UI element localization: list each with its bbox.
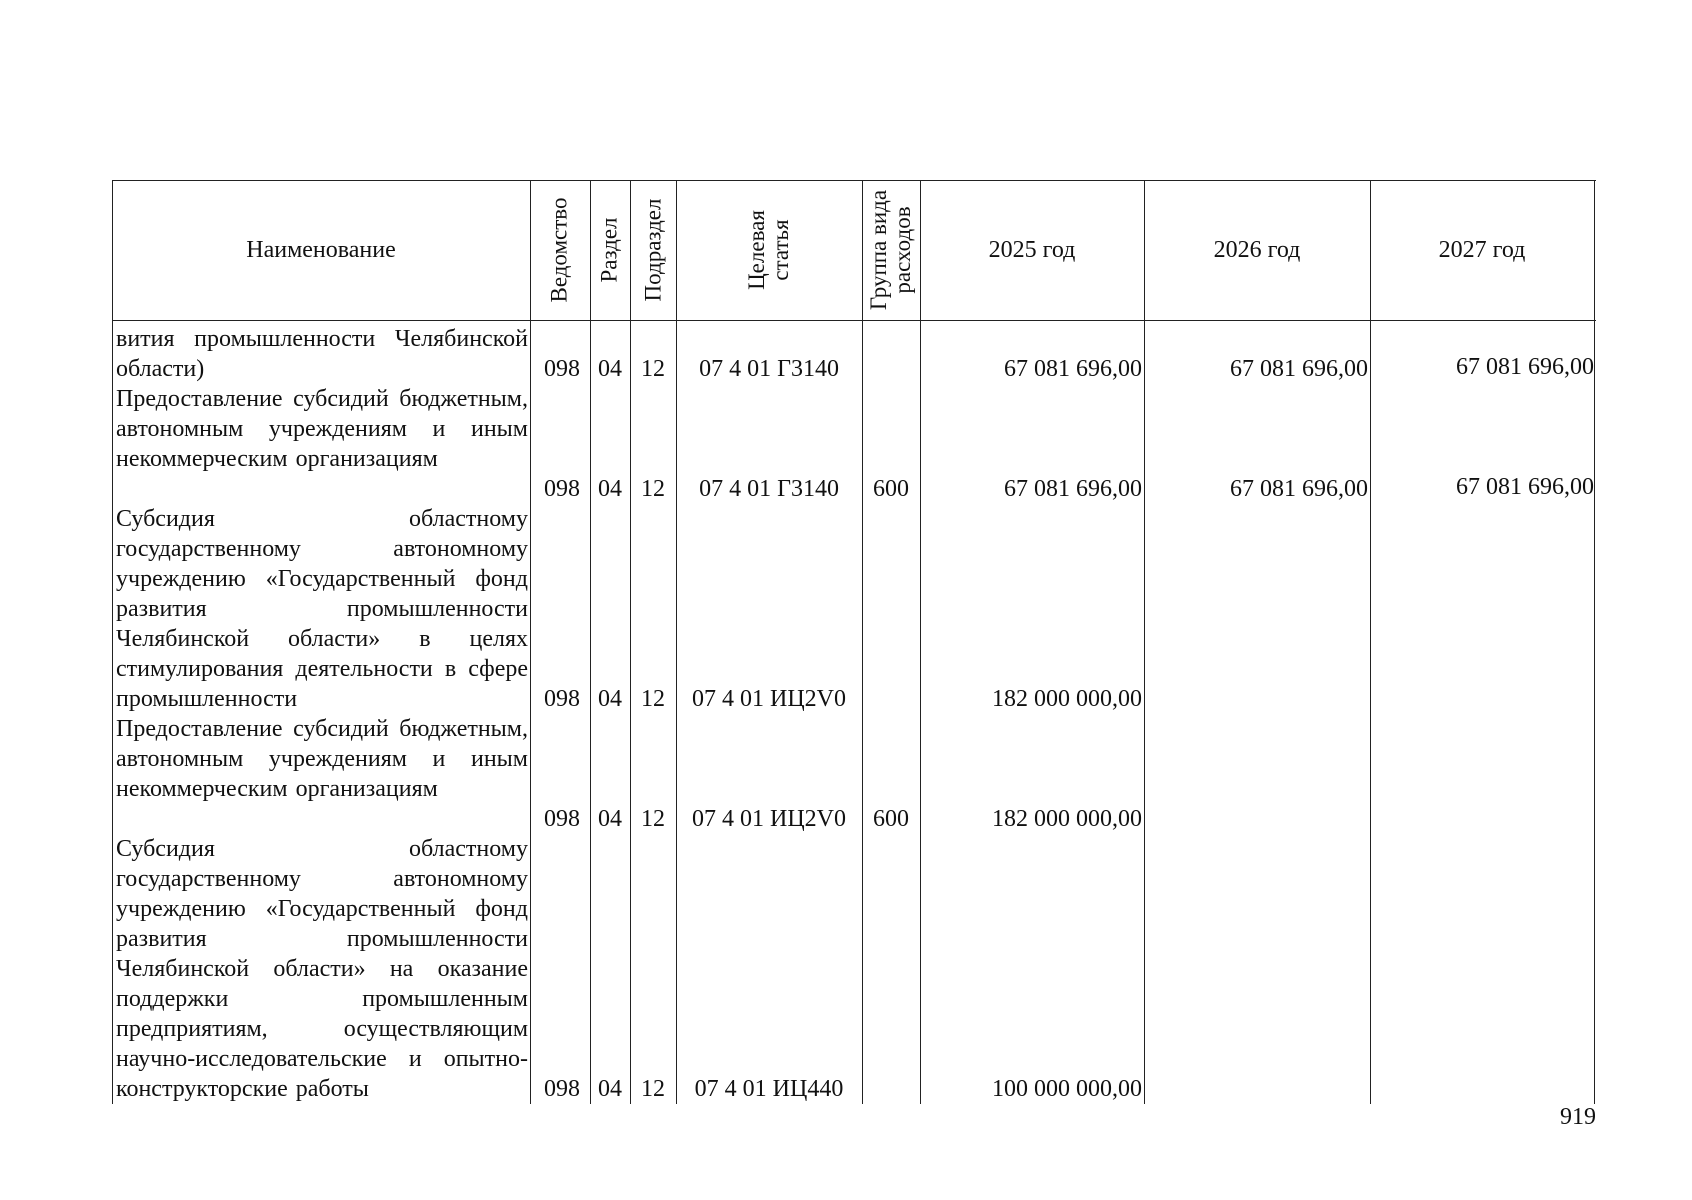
row-celevaya: 07 4 01 ИЦ440 [694,1076,844,1102]
row-ved: 098 [544,806,580,832]
row-celevaya: 07 4 01 ИЦ2V0 [692,686,846,712]
row-ved: 098 [544,686,580,712]
row-celevaya: 07 4 01 Г3140 [699,356,839,382]
header-2026: 2026 год [1213,236,1301,263]
row-razdel: 04 [598,356,622,382]
table-row [112,324,1596,384]
row-2026: 67 081 696,00 [1230,476,1368,502]
page-number: 919 [1560,1104,1596,1130]
row-celevaya: 07 4 01 ИЦ2V0 [692,806,846,832]
header-2027: 2027 год [1438,236,1526,263]
row-ved: 098 [544,476,580,502]
table-row [112,834,1596,1104]
header-ved: Ведомство [547,197,572,303]
table-row [112,384,1596,504]
row-name: Субсидия областному государственному автономному учреждению «Государственный фонд развития промышленности Челябинской области» на оказание поддержки промышленным предприятиям, осуществляющим научно-исследовательские и опытно-конструкторские работы [116,836,528,1102]
row-name: Предоставление субсидий бюджетным, автономным учреждениям и иным некоммерческим организациям [116,716,528,802]
row-razdel: 04 [598,686,622,712]
row-razdel: 04 [598,1076,622,1102]
row-gruppa: 600 [873,806,909,832]
row-gruppa: 600 [873,476,909,502]
row-podrazdel: 12 [641,686,665,712]
row-name: вития промышленности Челябинской области) [116,326,528,382]
row-podrazdel: 12 [641,476,665,502]
row-podrazdel: 12 [641,356,665,382]
budget-table [112,180,1596,1104]
row-2027: 67 081 696,00 [1456,474,1594,500]
row-ved: 098 [544,356,580,382]
table-row [112,714,1596,834]
row-name: Субсидия областному государственному автономному учреждению «Государственный фонд развития промышленности Челябинской области» в целях стимулирования деятельности в сфере промышленности [116,506,528,712]
row-2025: 67 081 696,00 [1004,356,1142,382]
row-2026: 67 081 696,00 [1230,356,1368,382]
row-podrazdel: 12 [641,1076,665,1102]
row-name: Предоставление субсидий бюджетным, автономным учреждениям и иным некоммерческим организациям [116,386,528,472]
row-2025: 182 000 000,00 [992,686,1142,712]
header-separator [112,320,1596,321]
row-2025: 182 000 000,00 [992,806,1142,832]
header-name: Наименование [246,236,396,263]
row-2027: 67 081 696,00 [1456,354,1594,380]
row-2025: 100 000 000,00 [992,1076,1142,1102]
row-ved: 098 [544,1076,580,1102]
row-podrazdel: 12 [641,806,665,832]
table-row [112,504,1596,714]
header-podrazdel: Подраздел [640,198,666,302]
header-celevaya: Целевая статья [743,210,793,290]
header-2025: 2025 год [988,236,1076,263]
header-razdel: Раздел [597,217,622,283]
row-razdel: 04 [598,806,622,832]
row-celevaya: 07 4 01 Г3140 [699,476,839,502]
row-razdel: 04 [598,476,622,502]
row-2025: 67 081 696,00 [1004,476,1142,502]
header-gruppa: Группа вида расходов [866,189,916,311]
